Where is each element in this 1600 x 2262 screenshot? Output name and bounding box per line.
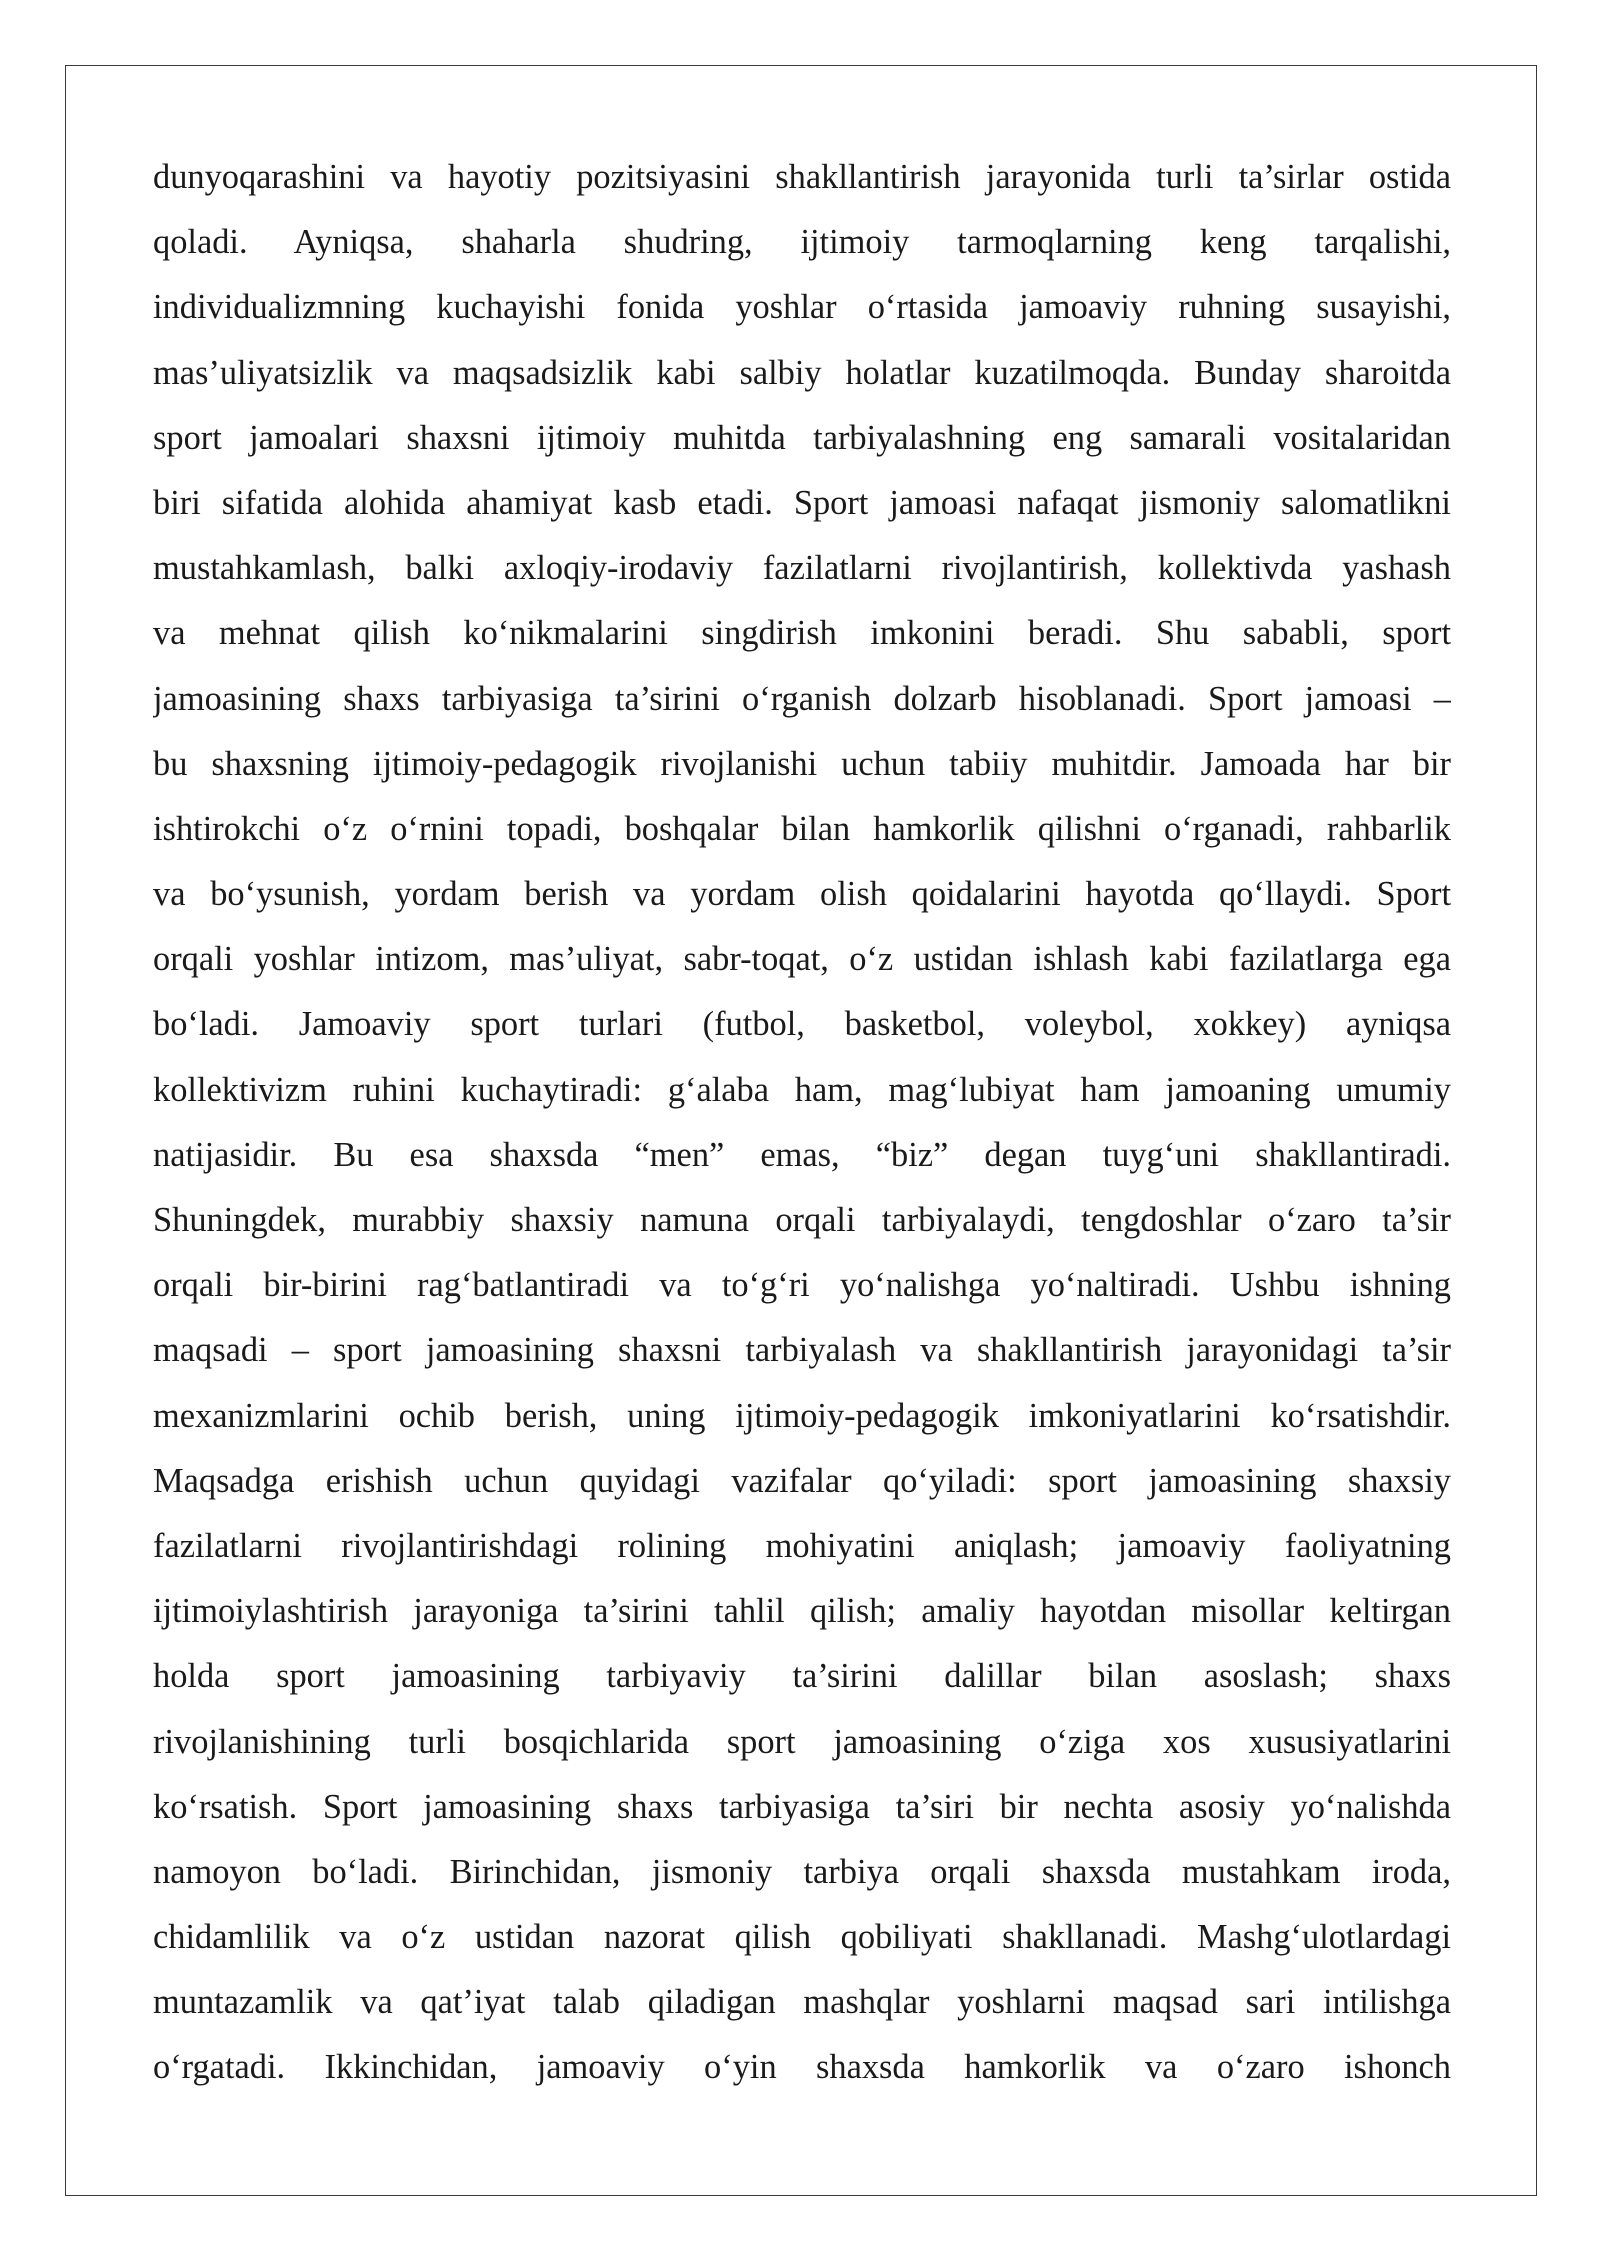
text-line: rivojlanishining turli bosqichlarida sport jamoasining o‘ziga xos xususiyatlarini — [153, 1722, 1451, 1761]
text-line: va bo‘ysunish, yordam berish va yordam olish qoidalarini hayotda qo‘llaydi. Sport — [153, 875, 1451, 914]
text-line: mexanizmlarini ochib berish, uning ijtimoiy-pedagogik imkoniyatlarini ko‘rsatishdir. — [153, 1396, 1451, 1435]
text-line: ishtirokchi o‘z o‘rnini topadi, boshqalar bilan hamkorlik qilishni o‘rganadi, rahbarlik — [153, 809, 1451, 848]
text-line: individualizmning kuchayishi fonida yoshlar o‘rtasida jamoaviy ruhning susayishi, — [153, 288, 1451, 327]
text-line: jamoasining shaxs tarbiyasiga ta’sirini o‘rganish dolzarb hisoblanadi. Sport jamoasi – — [153, 679, 1451, 718]
text-line: mustahkamlash, balki axloqiy-irodaviy fazilatlarni rivojlantirish, kollektivda yashash — [153, 549, 1451, 588]
text-line: mas’uliyatsizlik va maqsadsizlik kabi salbiy holatlar kuzatilmoqda. Bunday sharoitda — [153, 353, 1451, 392]
text-line: holda sport jamoasining tarbiyaviy ta’sirini dalillar bilan asoslash; shaxs — [153, 1657, 1451, 1696]
text-line: orqali yoshlar intizom, mas’uliyat, sabr-toqat, o‘z ustidan ishlash kabi fazilatlarga ega — [153, 940, 1451, 979]
text-line: va mehnat qilish ko‘nikmalarini singdirish imkonini beradi. Shu sababli, sport — [153, 614, 1451, 653]
text-line: dunyoqarashini va hayotiy pozitsiyasini shakllantirish jarayonida turli ta’sirlar ostida — [153, 158, 1451, 196]
text-line: kollektivizm ruhini kuchaytiradi: g‘alaba ham, mag‘lubiyat ham jamoaning umumiy — [153, 1070, 1451, 1109]
text-line: bu shaxsning ijtimoiy-pedagogik rivojlanishi uchun tabiiy muhitdir. Jamoada har bir — [153, 744, 1451, 783]
text-line: fazilatlarni rivojlantirishdagi rolining mohiyatini aniqlash; jamoaviy faoliyatning — [153, 1526, 1451, 1565]
text-line: sport jamoalari shaxsni ijtimoiy muhitda tarbiyalashning eng samarali vositalaridan — [153, 418, 1451, 457]
text-line: orqali bir-birini rag‘batlantiradi va to‘g‘ri yo‘nalishga yo‘naltiradi. Ushbu ishning — [153, 1266, 1451, 1305]
text-line: biri sifatida alohida ahamiyat kasb etadi. Sport jamoasi nafaqat jismoniy salomatlikni — [153, 483, 1451, 522]
text-line: chidamlilik va o‘z ustidan nazorat qilish qobiliyati shakllanadi. Mashg‘ulotlardagi — [153, 1918, 1451, 1957]
text-line: natijasidir. Bu esa shaxsda “men” emas, “biz” degan tuyg‘uni shakllantiradi. — [153, 1135, 1451, 1174]
text-line: ko‘rsatish. Sport jamoasining shaxs tarbiyasiga ta’siri bir nechta asosiy yo‘nalishda — [153, 1787, 1451, 1826]
body-text — [153, 145, 1451, 2101]
text-line: maqsadi – sport jamoasining shaxsni tarbiyalash va shakllantirish jarayonidagi ta’sir — [153, 1331, 1451, 1370]
text-line: Shuningdek, murabbiy shaxsiy namuna orqali tarbiyalaydi, tengdoshlar o‘zaro ta’sir — [153, 1201, 1451, 1239]
text-line: qoladi. Ayniqsa, shaharla shudring, ijtimoiy tarmoqlarning keng tarqalishi, — [153, 223, 1451, 262]
text-line: bo‘ladi. Jamoaviy sport turlari (futbol, basketbol, voleybol, xokkey) ayniqsa — [153, 1005, 1451, 1044]
text-line: muntazamlik va qat’iyat talab qiladigan mashqlar yoshlarni maqsad sari intilishga — [153, 1983, 1451, 2022]
text-line: namoyon bo‘ladi. Birinchidan, jismoniy tarbiya orqali shaxsda mustahkam iroda, — [153, 1852, 1451, 1891]
text-line: Maqsadga erishish uchun quyidagi vazifalar qo‘yiladi: sport jamoasining shaxsiy — [153, 1461, 1451, 1500]
text-line: o‘rgatadi. Ikkinchidan, jamoaviy o‘yin shaxsda hamkorlik va o‘zaro ishonch — [153, 2048, 1451, 2087]
text-line: ijtimoiylashtirish jarayoniga ta’sirini tahlil qilish; amaliy hayotdan misollar keltirgan — [153, 1592, 1451, 1631]
